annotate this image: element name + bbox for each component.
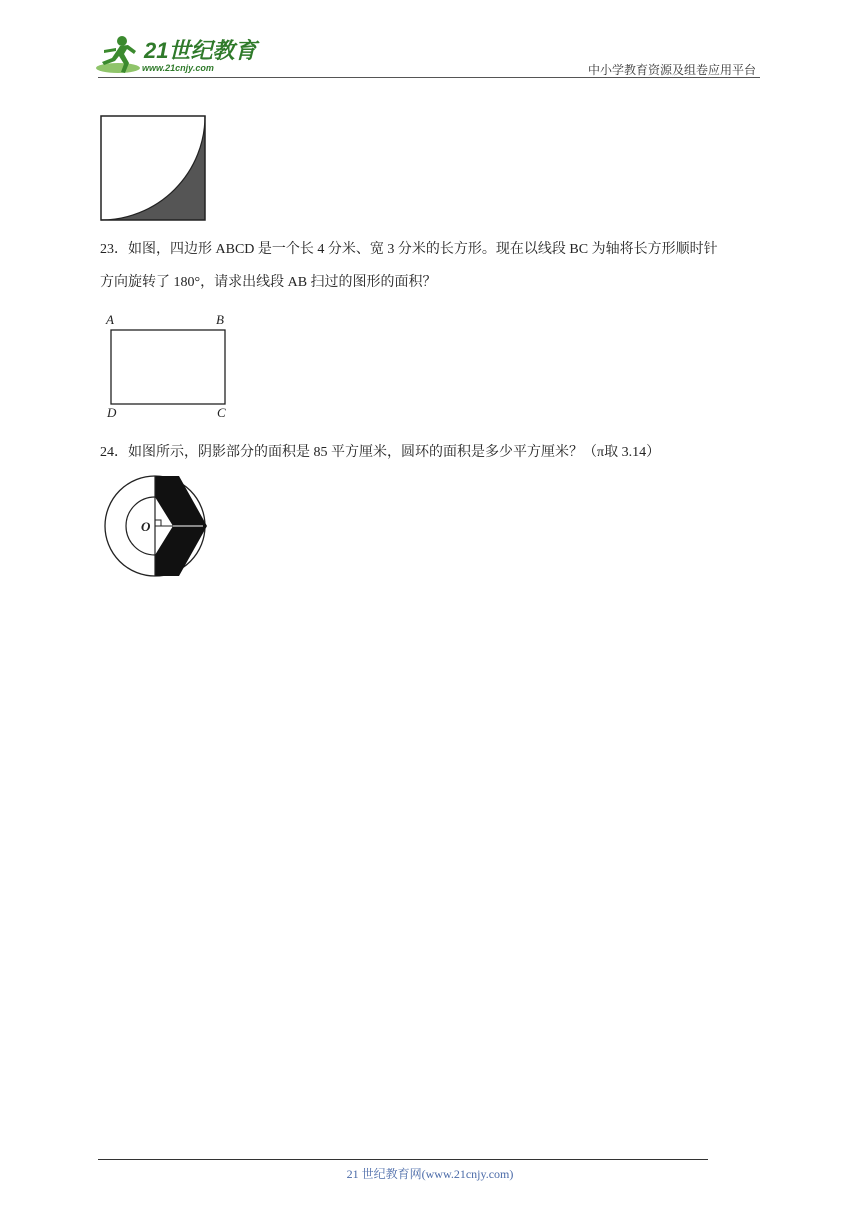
question-24-line-1: 24．如图所示，阴影部分的面积是 85 平方厘米，圆环的面积是多少平方厘米？（π取 3.14） [100,445,661,460]
footer-divider [98,1159,708,1160]
label-c: C [217,405,226,420]
rectangle-abcd-figure [104,308,234,420]
question-23-line-2: 方向旋转了 180°，请求出线段 AB 扫过的图形的面积？ [100,275,437,290]
site-logo [92,34,262,78]
header-platform-text: 中小学教育资源及组卷应用平台 [587,63,756,77]
rectangle-outline [111,330,225,404]
label-b: B [216,312,224,327]
logo-url: www.21cnjy.com [142,63,214,73]
ring-figure [103,475,211,579]
label-o: O [141,519,151,534]
question-23-line-1: 23．如图，四边形 ABCD 是一个长 4 分米、宽 3 分米的长方形。现在以线段 BC 为轴将长方形顺时针 [100,242,718,257]
footer-text: 21 世纪教育网(www.21cnjy.com) [346,1167,514,1181]
quarter-circle-figure [99,114,207,222]
header-divider [98,77,760,78]
right-angle-mark [155,520,161,526]
runner-logo-icon [92,34,142,78]
label-a: A [106,312,114,327]
logo-text: 21世纪教育 [144,38,257,63]
label-d: D [107,405,117,420]
shaded-region [101,116,205,220]
